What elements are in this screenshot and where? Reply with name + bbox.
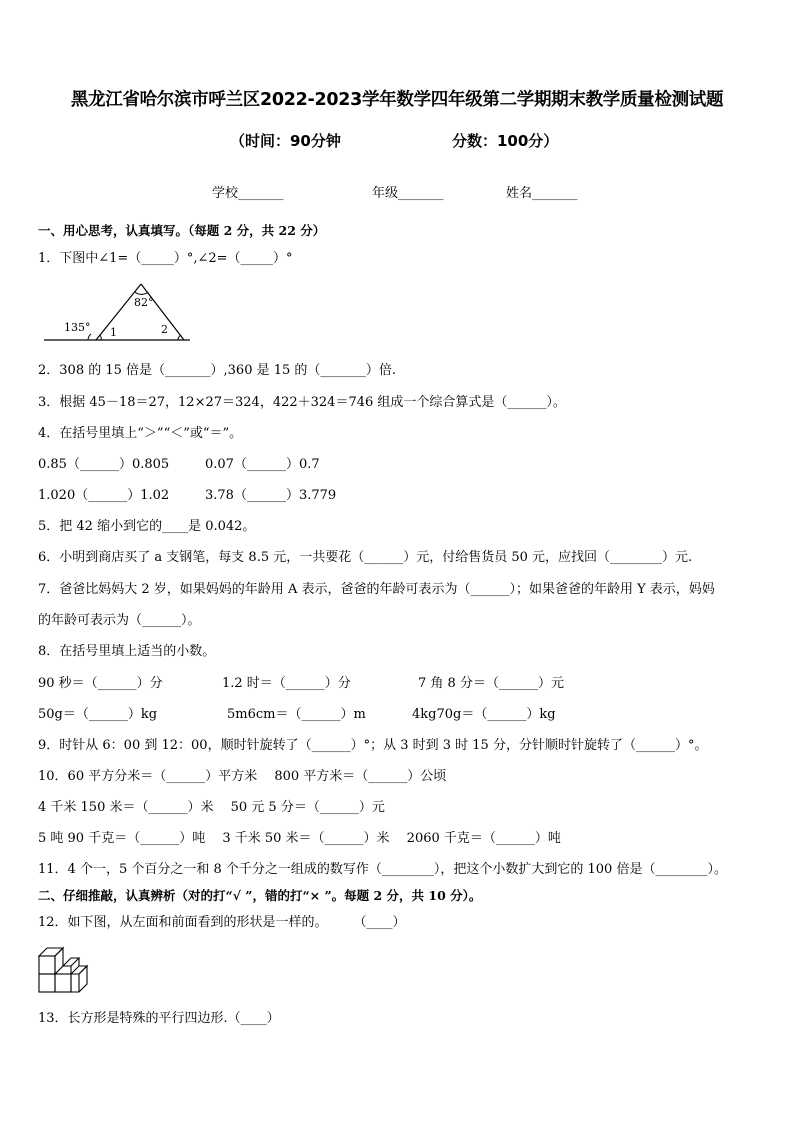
- grade-field: 年级_______: [372, 186, 444, 201]
- angle-2-label: 2: [161, 323, 168, 336]
- q8-row2-c: 4kg70g＝（______）kg: [412, 707, 556, 722]
- question-7-line-1: 7．爸爸比妈妈大 2 岁，如果妈妈的年龄用 A 表示，爸爸的年龄可表示为（______）；如果爸爸的年龄用 Y 表示，妈妈: [38, 582, 715, 597]
- question-9: 9．时针从 6：00 到 12：00，顺时针旋转了（______）°；从 3 时到 3 时 15 分，分针顺时针旋转了（______）°。: [38, 738, 708, 753]
- question-2: 2．308 的 15 倍是（_______）,360 是 15 的（_______）倍.: [38, 363, 397, 378]
- q8-row2-b: 5m6cm＝（______）m: [227, 707, 366, 722]
- angle-135-label: 135°: [64, 321, 91, 334]
- question-6: 6．小明到商店买了 a 支钢笔，每支 8.5 元，一共要花（______）元，付给售货员 50 元，应找回（________）元.: [38, 550, 693, 565]
- q8-row2-a: 50g＝（______）kg: [38, 707, 158, 722]
- question-13: 13．长方形是特殊的平行四边形.（____）: [38, 1011, 280, 1026]
- question-10-line-2: 4 千米 150 米＝（______）米 50 元 5 分＝（______）元: [38, 800, 385, 815]
- q4-row1-b: 0.07（______）0.7: [205, 457, 320, 472]
- question-3: 3．根据 45－18＝27，12×27＝324，422＋324＝746 组成一个综合算式是（______）。: [38, 395, 566, 410]
- q8-row1-b: 1.2 时＝（______）分: [222, 676, 351, 691]
- q4-row2-b: 3.78（______）3.779: [205, 488, 337, 503]
- question-10-line-1: 10．60 平方分米＝（______）平方米 800 平方米＝（______）公顷: [38, 769, 447, 784]
- school-field: 学校_______: [212, 186, 284, 201]
- name-field: 姓名_______: [506, 186, 578, 201]
- exam-score: 分数：100分）: [452, 132, 559, 150]
- question-12: 12．如下图，从左面和前面看到的形状是一样的。 （____）: [38, 915, 406, 930]
- q8-row1-c: 7 角 8 分＝（______）元: [418, 676, 564, 691]
- cubes-figure: [38, 943, 90, 995]
- question-1: 1．下图中∠1=（_____）°,∠2=（_____）°: [38, 251, 293, 266]
- q4-row1-a: 0.85（______）0.805: [38, 457, 170, 472]
- question-10-line-3: 5 吨 90 千克＝（______）吨 3 千米 50 米＝（______）米 2060 千克＝（______）吨: [38, 831, 561, 846]
- q4-row2-a: 1.020（______）1.02: [38, 488, 170, 503]
- section-1-heading: 一、用心思考，认真填写。（每题 2 分，共 22 分）: [38, 223, 326, 238]
- question-11: 11．4 个一，5 个百分之一和 8 个千分之一组成的数写作（________），把这个小数扩大到它的 100 倍是（________）。: [38, 862, 727, 877]
- angle-82-label: 82°: [134, 296, 154, 309]
- question-4: 4．在括号里填上“＞”“＜”或“＝”。: [38, 426, 243, 441]
- question-5: 5．把 42 缩小到它的____是 0.042。: [38, 519, 256, 534]
- triangle-figure: [38, 278, 198, 346]
- question-7-line-2: 的年龄可表示为（______）。: [38, 613, 201, 628]
- exam-time: （时间：90分钟: [230, 132, 341, 150]
- q8-row1-a: 90 秒＝（______）分: [38, 676, 163, 691]
- angle-1-label: 1: [110, 326, 117, 339]
- page-title: 黑龙江省哈尔滨市呼兰区2022-2023学年数学四年级第二学期期末教学质量检测试题: [70, 90, 724, 110]
- section-2-heading: 二、仔细推敲，认真辨析（对的打“√ ”，错的打“× ”。每题 2 分，共 10 分）。: [38, 888, 482, 903]
- question-8: 8．在括号里填上适当的小数。: [38, 644, 216, 659]
